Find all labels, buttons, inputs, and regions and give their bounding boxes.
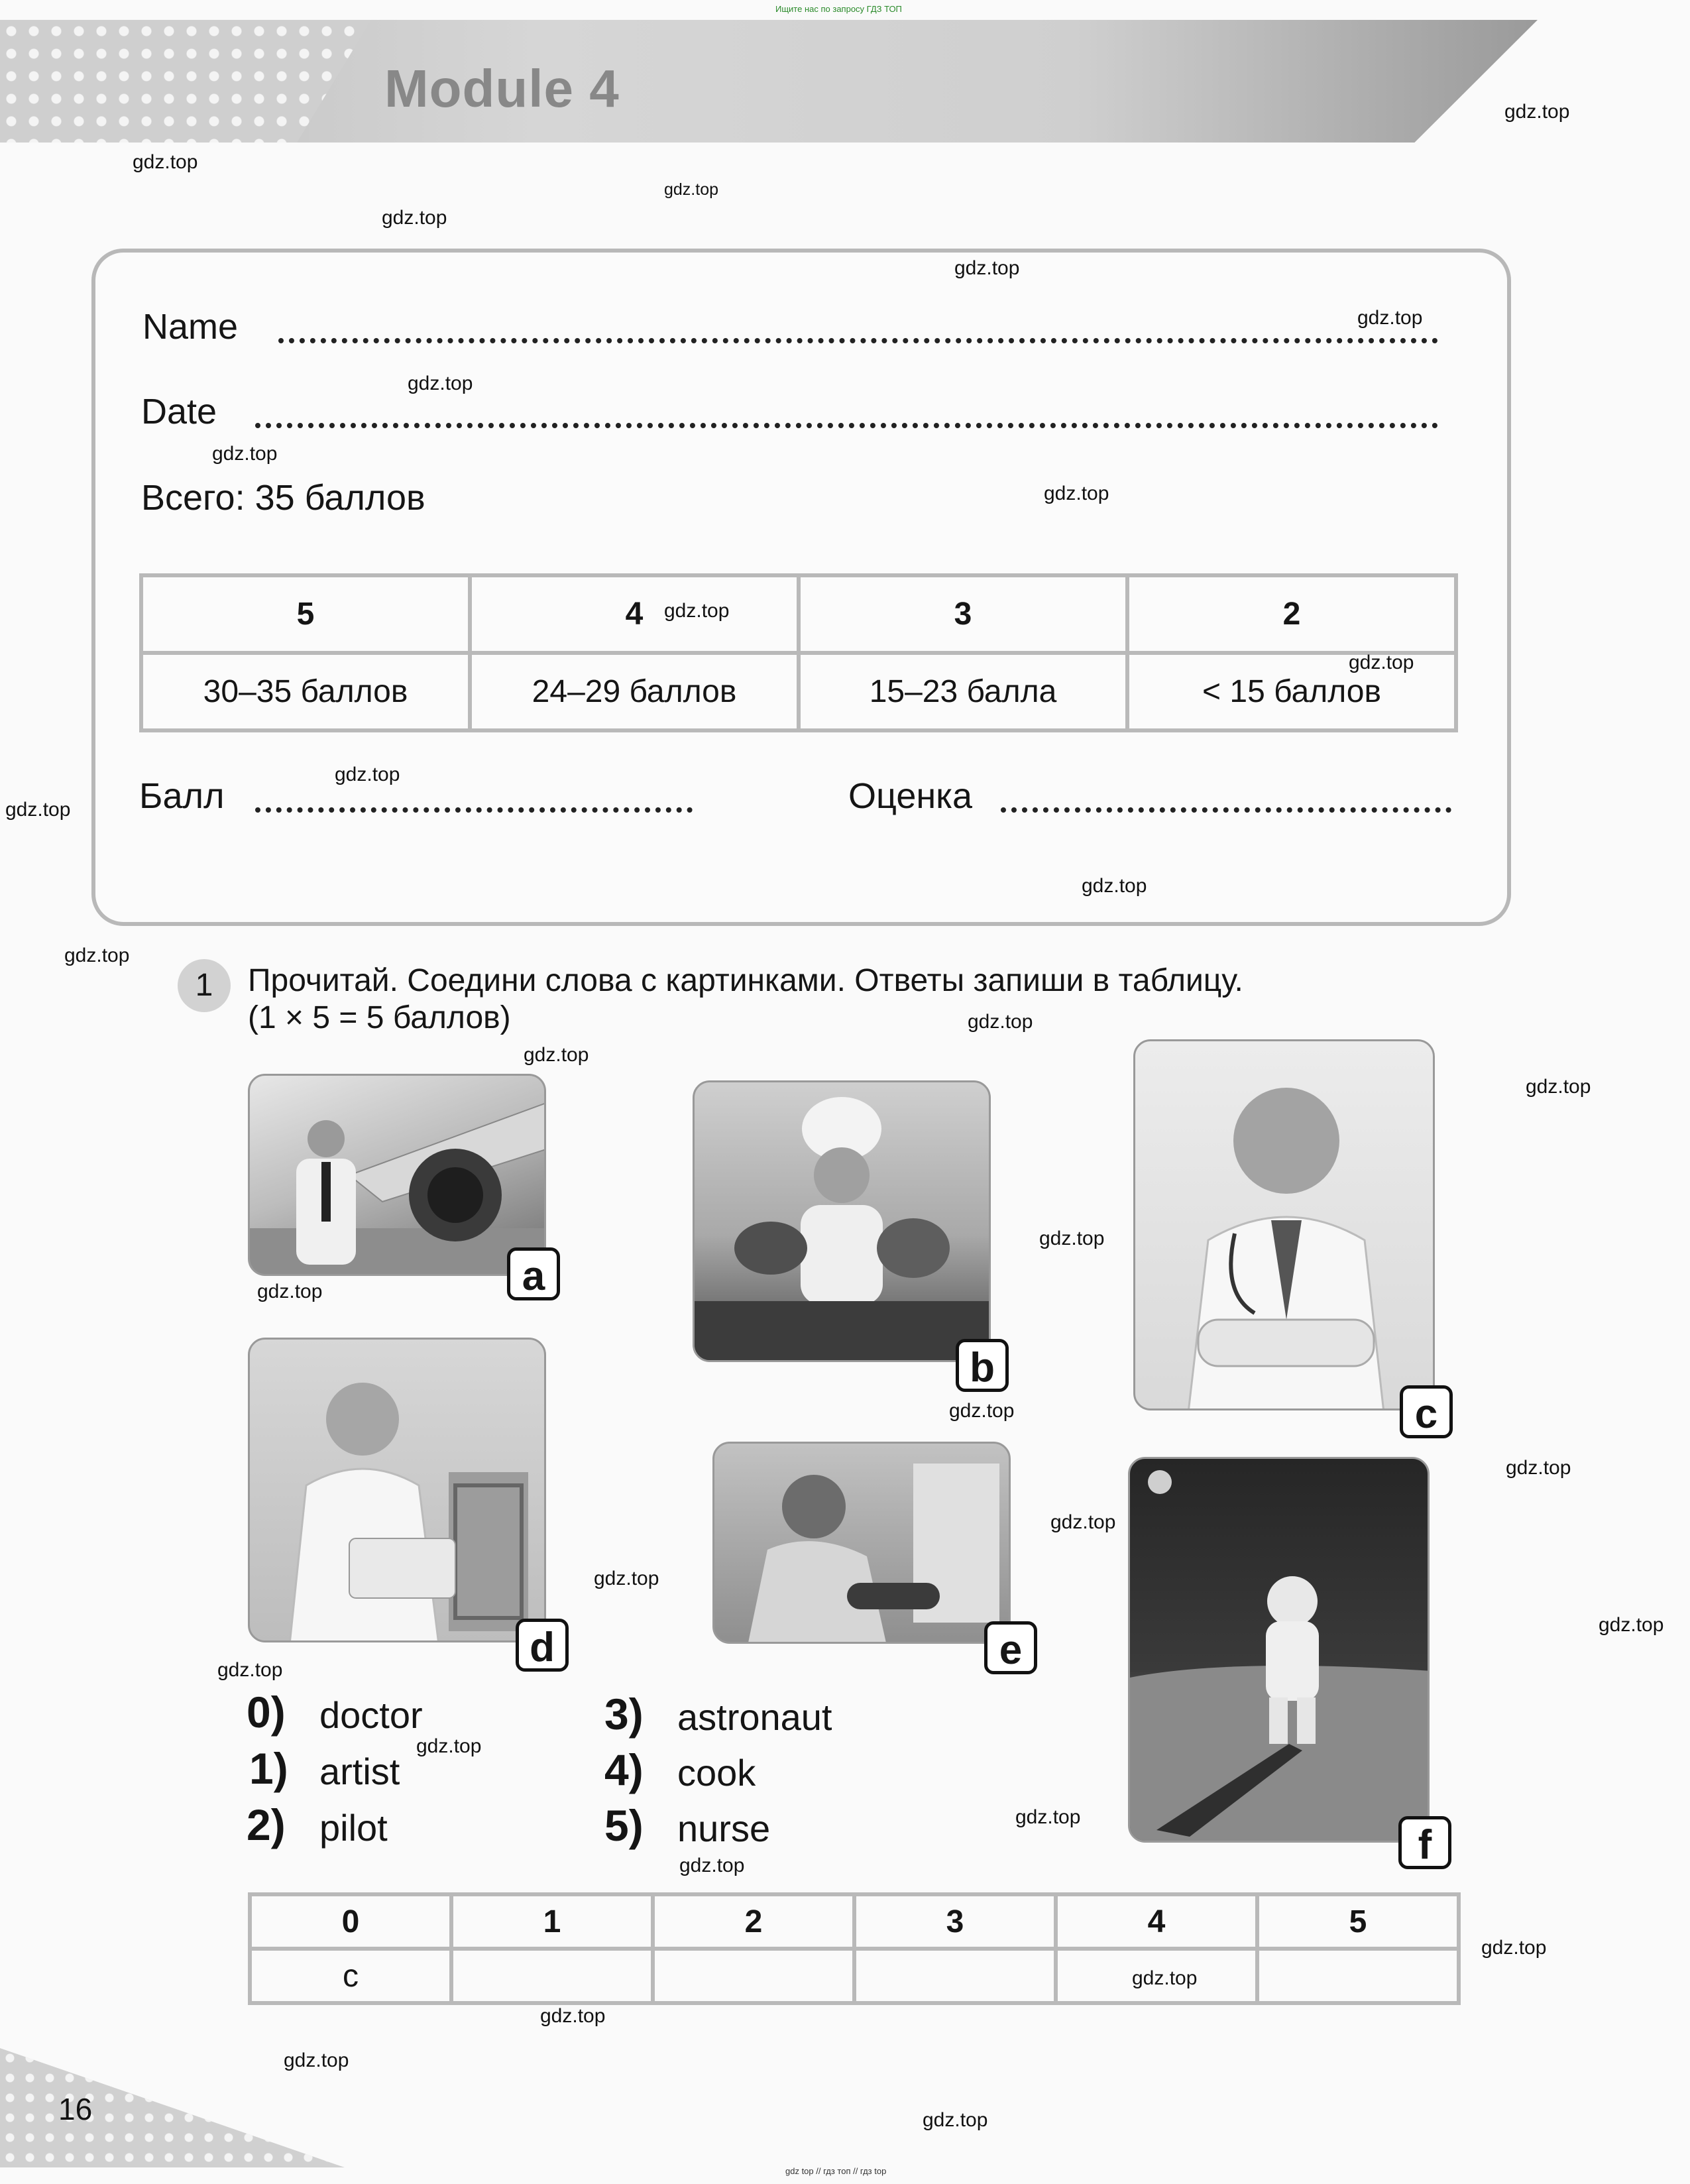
grade-range: 15–23 балла bbox=[799, 653, 1127, 730]
exercise-number: 1 bbox=[178, 959, 231, 1012]
nurse-photo-icon bbox=[250, 1340, 546, 1642]
answer-table bbox=[248, 1892, 1461, 2005]
name-field[interactable] bbox=[278, 338, 1438, 343]
watermark: gdz.top bbox=[335, 764, 400, 785]
grade-header: 2 bbox=[1127, 575, 1456, 653]
grade-range: < 15 баллов bbox=[1127, 653, 1456, 730]
grade-header: 3 bbox=[799, 575, 1127, 653]
watermark: gdz.top bbox=[64, 945, 130, 966]
watermark: gdz.top bbox=[1481, 1937, 1547, 1959]
picture-e-letter: e bbox=[984, 1621, 1037, 1674]
answer-header: 2 bbox=[653, 1894, 854, 1949]
picture-f bbox=[1128, 1457, 1430, 1843]
answer-cell: c bbox=[250, 1949, 451, 2003]
pilot-photo-icon bbox=[250, 1076, 546, 1276]
cook-photo-icon bbox=[695, 1082, 991, 1362]
word-number: 4) bbox=[604, 1745, 644, 1794]
picture-b bbox=[693, 1080, 991, 1362]
watermark: gdz.top bbox=[923, 2109, 988, 2131]
total-points: Всего: 35 баллов bbox=[141, 478, 425, 518]
watermark: gdz.top bbox=[540, 2005, 606, 2027]
picture-d-letter: d bbox=[516, 1619, 569, 1672]
watermark: gdz.top bbox=[594, 1568, 659, 1589]
date-label: Date bbox=[141, 392, 217, 431]
watermark: gdz.top bbox=[1015, 1806, 1081, 1828]
points-text: (1 × 5 = 5 баллов) bbox=[248, 1000, 511, 1035]
word-number: 5) bbox=[604, 1801, 644, 1850]
watermark: gdz.top bbox=[664, 600, 730, 622]
watermark: gdz.top bbox=[679, 1855, 745, 1876]
answer-header: 0 bbox=[250, 1894, 451, 1949]
artist-photo-icon bbox=[714, 1444, 1011, 1644]
word-astronaut: astronaut bbox=[677, 1696, 832, 1738]
word-doctor: doctor bbox=[319, 1694, 423, 1736]
picture-f-letter: f bbox=[1398, 1816, 1451, 1869]
word-number: 1) bbox=[249, 1744, 288, 1793]
word-artist: artist bbox=[319, 1751, 400, 1792]
picture-d bbox=[248, 1338, 546, 1642]
top-note: Ищите нас по запросу ГДЗ ТОП bbox=[775, 4, 902, 14]
answer-header: 1 bbox=[451, 1894, 653, 1949]
module-title: Module 4 bbox=[384, 59, 620, 118]
watermark: gdz.top bbox=[524, 1044, 589, 1066]
grade-header: 4 bbox=[470, 575, 799, 653]
answer-header: 3 bbox=[854, 1894, 1056, 1949]
answer-cell[interactable] bbox=[451, 1949, 653, 2003]
score-label: Балл bbox=[139, 776, 225, 816]
answer-cell[interactable] bbox=[1257, 1949, 1459, 2003]
grade-range: 30–35 баллов bbox=[141, 653, 470, 730]
watermark: gdz.top bbox=[949, 1400, 1015, 1422]
word-number: 0) bbox=[247, 1688, 286, 1737]
picture-c bbox=[1133, 1039, 1435, 1410]
date-field[interactable] bbox=[255, 423, 1438, 428]
watermark: gdz.top bbox=[1599, 1614, 1664, 1636]
astronaut-photo-icon bbox=[1130, 1459, 1430, 1843]
picture-a-letter: a bbox=[507, 1247, 560, 1300]
watermark: gdz.top bbox=[408, 373, 473, 394]
watermark: gdz.top bbox=[1039, 1228, 1105, 1249]
watermark: gdz.top bbox=[1357, 307, 1423, 329]
answer-cell[interactable] bbox=[854, 1949, 1056, 2003]
watermark: gdz.top bbox=[1506, 1457, 1571, 1479]
watermark: gdz.top bbox=[1504, 101, 1570, 123]
watermark: gdz.top bbox=[284, 2049, 349, 2071]
page-number: 16 bbox=[58, 2092, 93, 2126]
watermark: gdz.top bbox=[1526, 1076, 1591, 1098]
grade-header: 5 bbox=[141, 575, 470, 653]
name-label: Name bbox=[142, 307, 239, 347]
picture-b-letter: b bbox=[956, 1339, 1009, 1392]
instruction-text: Прочитай. Соедини слова с картинками. Ответы запиши в таблицу. bbox=[248, 963, 1243, 998]
watermark: gdz.top bbox=[133, 151, 198, 173]
picture-c-letter: c bbox=[1400, 1385, 1453, 1438]
mark-field[interactable] bbox=[1001, 807, 1451, 813]
answer-header: 4 bbox=[1056, 1894, 1257, 1949]
watermark: gdz.top bbox=[1082, 875, 1147, 897]
watermark: gdz.top bbox=[217, 1659, 283, 1681]
word-number: 2) bbox=[247, 1800, 286, 1849]
watermark: gdz.top bbox=[1349, 652, 1414, 673]
watermark: gdz.top bbox=[1044, 483, 1109, 504]
doctor-photo-icon bbox=[1135, 1041, 1435, 1410]
watermark: gdz.top bbox=[1132, 1967, 1198, 1989]
word-number: 3) bbox=[604, 1690, 644, 1739]
watermark: gdz.top bbox=[954, 257, 1020, 279]
word-cook: cook bbox=[677, 1752, 756, 1794]
word-pilot: pilot bbox=[319, 1807, 388, 1849]
watermark: gdz.top bbox=[212, 443, 278, 465]
watermark: gdz.top bbox=[968, 1011, 1033, 1033]
answer-cell[interactable] bbox=[653, 1949, 854, 2003]
score-field[interactable] bbox=[255, 807, 693, 813]
watermark: gdz.top bbox=[5, 799, 71, 821]
watermark: gdz.top bbox=[257, 1281, 323, 1302]
word-nurse: nurse bbox=[677, 1808, 771, 1849]
answer-header: 5 bbox=[1257, 1894, 1459, 1949]
exercise-instruction bbox=[248, 962, 1461, 1037]
bottom-note: gdz top // гдз топ // гдз top bbox=[785, 2166, 887, 2176]
watermark: gdz.top bbox=[1050, 1511, 1116, 1533]
picture-e bbox=[712, 1442, 1011, 1644]
watermark: gdz.top bbox=[382, 207, 447, 229]
watermark: gdz.top bbox=[416, 1735, 482, 1757]
watermark: gdz.top bbox=[664, 180, 719, 199]
mark-label: Оценка bbox=[848, 776, 973, 816]
grade-range: 24–29 баллов bbox=[470, 653, 799, 730]
picture-a bbox=[248, 1074, 546, 1276]
grade-table bbox=[139, 573, 1458, 732]
